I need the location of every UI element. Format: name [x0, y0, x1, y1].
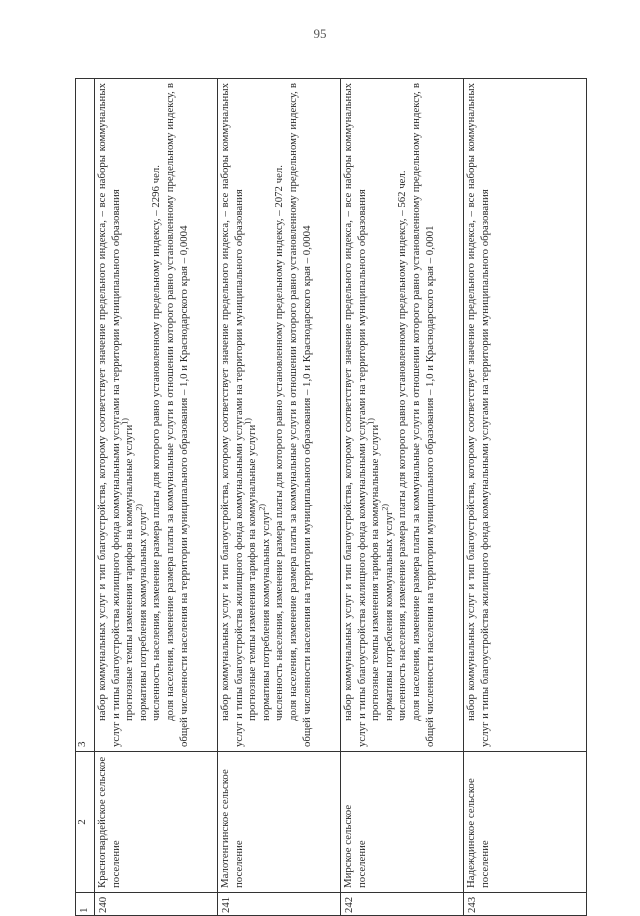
row-number: 241	[218, 893, 341, 916]
indicator-description	[218, 79, 341, 752]
description-line	[243, 83, 260, 747]
description-line	[134, 83, 151, 747]
description-text: доля населения, изменение размера платы за коммунальные услуги в отношении которого равно установленному предельному индексу, в общей численности населения на территории муниципального образования – 1,0 и Краснодарского края – 0,0004	[286, 83, 313, 747]
description-text: набор коммунальных услуг и тип благоустройства, которому соответствует значение предельного индекса, – все наборы коммунальных услуг и типы благоустройства жилищного фонда коммунальными услугами на территории муниципального образования	[342, 83, 368, 747]
description-line	[342, 83, 369, 747]
footnote-marker: 2)	[380, 503, 390, 511]
description-line	[396, 83, 410, 747]
column-header-2: 2	[76, 752, 95, 893]
description-line	[380, 83, 397, 747]
description-line	[287, 83, 314, 747]
description-line	[164, 83, 191, 747]
row-number: 242	[341, 893, 464, 916]
description-line	[465, 83, 492, 747]
description-line	[150, 83, 164, 747]
description-text: нормативы потребления коммунальных услуг	[136, 510, 149, 721]
table-row	[218, 79, 341, 916]
description-line	[96, 83, 123, 747]
footnote-marker: 1)	[120, 418, 130, 425]
row-number: 240	[95, 893, 218, 916]
data-table	[75, 78, 587, 916]
description-text: доля населения, изменение размера платы за коммунальные услуги в отношении которого равно установленному предельному индексу, в общей численности населения на территории муниципального образования – 1,0 и Краснодарского края – 0,0004	[163, 83, 190, 747]
description-line	[410, 83, 437, 747]
table-header-row	[76, 79, 95, 916]
indicator-description	[464, 79, 587, 752]
description-text: численность населения, изменение размера платы для которого равно установленному предельному индексу, – 2296 чел.	[150, 165, 163, 721]
indicator-description	[95, 79, 218, 752]
description-text: численность населения, изменение размера платы для которого равно установленному предельному индексу, – 562 чел.	[396, 170, 409, 721]
indicator-description	[341, 79, 464, 752]
description-text: нормативы потребления коммунальных услуг	[382, 510, 395, 721]
description-line	[257, 83, 274, 747]
table-body	[95, 79, 587, 916]
description-text: набор коммунальных услуг и тип благоустройства, которому соответствует значение предельного индекса, – все наборы коммунальных услуг и типы благоустройства жилищного фонда коммунальными услугами на территории муниципального образования	[465, 83, 491, 747]
description-line	[273, 83, 287, 747]
description-text: доля населения, изменение размера платы за коммунальные услуги в отношении которого равно установленному предельному индексу, в общей численности населения на территории муниципального образования – 1,0 и Краснодарского края – 0,0001	[409, 83, 436, 747]
description-line	[219, 83, 246, 747]
description-text: численность населения, изменение размера платы для которого равно установленному предельному индексу, – 2072 чел.	[273, 165, 286, 721]
description-text: нормативы потребления коммунальных услуг	[259, 510, 272, 721]
page-number: 95	[313, 26, 327, 41]
description-text: прогнозные темпы изменения тарифов на коммунальные услуги	[246, 424, 259, 721]
table-row	[341, 79, 464, 916]
column-header-3: 3	[76, 79, 95, 752]
column-header-1: 1	[76, 893, 95, 916]
description-line	[366, 83, 383, 747]
footnote-marker: 1)	[366, 418, 376, 425]
footnote-marker: 2)	[257, 503, 267, 511]
table-row	[95, 79, 218, 916]
settlement-name: Надеждинское сельское поселение	[464, 752, 587, 893]
settlement-name: Малотенгинское сельское поселение	[218, 752, 341, 893]
row-number: 243	[464, 893, 587, 916]
footnote-marker: 2)	[134, 503, 144, 511]
description-text: прогнозные темпы изменения тарифов на коммунальные услуги	[369, 424, 382, 721]
footnote-marker: 1)	[243, 418, 253, 425]
settlement-name: Красногвардейское сельское поселение	[95, 752, 218, 893]
description-text: набор коммунальных услуг и тип благоустройства, которому соответствует значение предельного индекса, – все наборы коммунальных услуг и типы благоустройства жилищного фонда коммунальными услугами на территории муниципального образования	[96, 83, 122, 747]
table-row	[464, 79, 587, 916]
description-text: набор коммунальных услуг и тип благоустройства, которому соответствует значение предельного индекса, – все наборы коммунальных услуг и типы благоустройства жилищного фонда коммунальными услугами на территории муниципального образования	[219, 83, 245, 747]
settlement-name: Мирское сельское поселение	[341, 752, 464, 893]
rotated-table-container	[75, 78, 569, 916]
description-text: прогнозные темпы изменения тарифов на коммунальные услуги	[123, 424, 136, 721]
description-line	[120, 83, 137, 747]
